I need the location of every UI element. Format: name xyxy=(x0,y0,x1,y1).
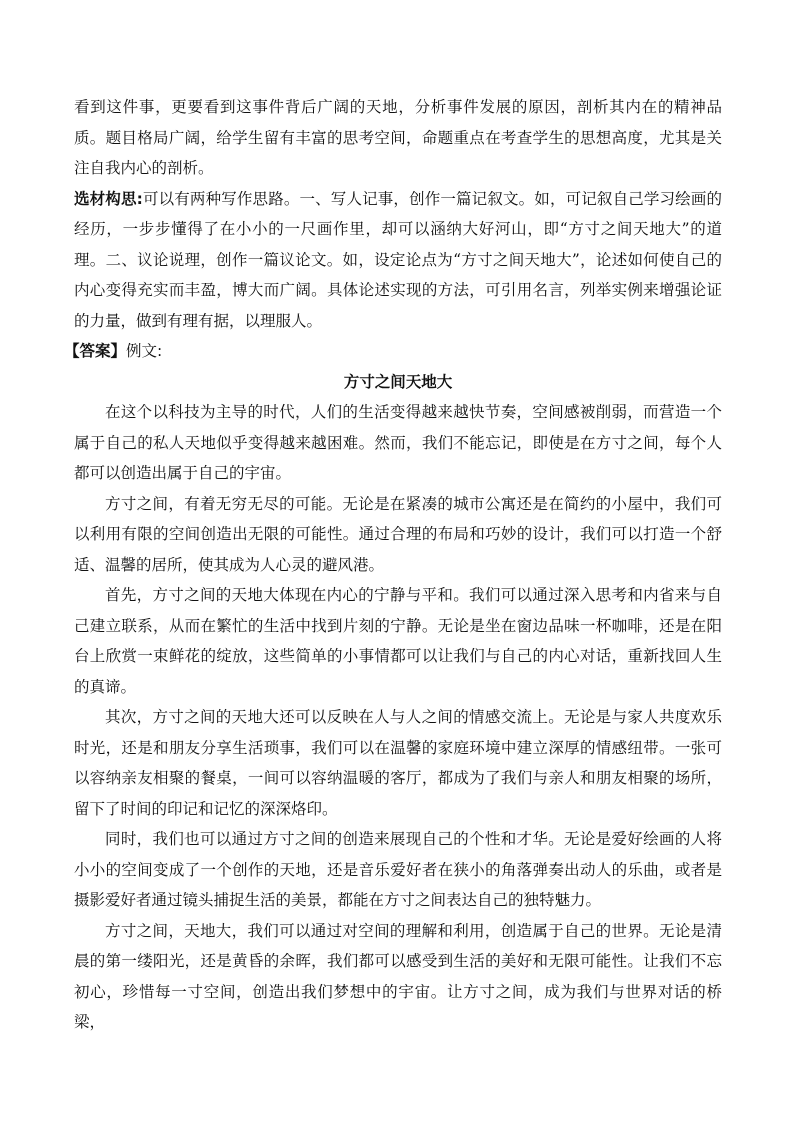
material-label: 选材构思: xyxy=(74,189,143,208)
answer-tag: 【答案】 xyxy=(64,342,127,360)
answer-suffix: 例文: xyxy=(126,342,163,360)
essay-paragraph-3: 首先，方寸之间的天地大体现在内心的宁静与平和。我们可以通过深入思考和内省来与自己建立联系，从而在繁忙的生活中找到片刻的宁静。无论是坐在窗边品味一杯咖啡，还是在阳台上欣赏一束鲜花的绽放，这些简单的小事情都可以让我们与自己的内心对话，重新找回人生的真谛。 xyxy=(74,586,722,696)
document-page xyxy=(64,92,722,1038)
essay-paragraph-5: 同时，我们也可以通过方寸之间的创造来展现自己的个性和才华。无论是爱好绘画的人将小小的空间变成了一个创作的天地，还是音乐爱好者在狭小的角落弹奏出动人的乐曲，或者是摄影爱好者通过镜头捕捉生活的美景，都能在方寸之间表达自己的独特魅力。 xyxy=(74,830,722,909)
material-paragraph xyxy=(74,184,722,337)
essay-paragraph-4: 其次，方寸之间的天地大还可以反映在人与人之间的情感交流上。无论是与家人共度欢乐时光，还是和朋友分享生活琐事，我们可以在温馨的家庭环境中建立深厚的情感纽带。一张可以容纳亲友相聚的餐桌，一间可以容纳温暖的客厅，都成为了我们与亲人和朋友相聚的场所，留下了时间的印记和记忆的深深烙印。 xyxy=(74,708,722,818)
essay-paragraph-1: 在这个以科技为主导的时代，人们的生活变得越来越快节奏，空间感被削弱，而营造一个属于自己的私人天地似乎变得越来越困难。然而，我们不能忘记，即使是在方寸之间，每个人都可以创造出属于自己的宇宙。 xyxy=(74,403,722,482)
essay-title: 方寸之间天地大 xyxy=(343,372,453,391)
material-text: 可以有两种写作思路。一、写人记事，创作一篇记叙文。如，可记叙自己学习绘画的经历，一步步懂得了在小小的一尺画作里，却可以涵纳大好河山，即“方寸之间天地大”的道理。二、议论说理，创作一篇议论文。如，设定论点为“方寸之间天地大”，论述如何使自己的内心变得充实而丰盈，博大而广阔。具体论述实现的方法，可引用名言，列举实例来增强论证的力量，做到有理有据，以理服人。 xyxy=(74,189,722,330)
analysis-continued-paragraph: 看到这件事，更要看到这事件背后广阔的天地，分析事件发展的原因，剖析其内在的精神品质。题目格局广阔，给学生留有丰富的思考空间，命题重点在考查学生的思想高度，尤其是关注自我内心的剖析。 xyxy=(74,98,722,177)
answer-line xyxy=(64,336,722,367)
essay-paragraph-6: 方寸之间，天地大，我们可以通过对空间的理解和利用，创造属于自己的世界。无论是清晨的第一缕阳光，还是黄昏的余晖，我们都可以感受到生活的美好和无限可能性。让我们不忘初心，珍惜每一寸空间，创造出我们梦想中的宇宙。让方寸之间，成为我们与世界对话的桥梁， xyxy=(74,921,722,1031)
essay-paragraph-2: 方寸之间，有着无穷无尽的可能。无论是在紧凑的城市公寓还是在简约的小屋中，我们可以利用有限的空间创造出无限的可能性。通过合理的布局和巧妙的设计，我们可以打造一个舒适、温馨的居所，使其成为人心灵的避风港。 xyxy=(74,494,722,574)
